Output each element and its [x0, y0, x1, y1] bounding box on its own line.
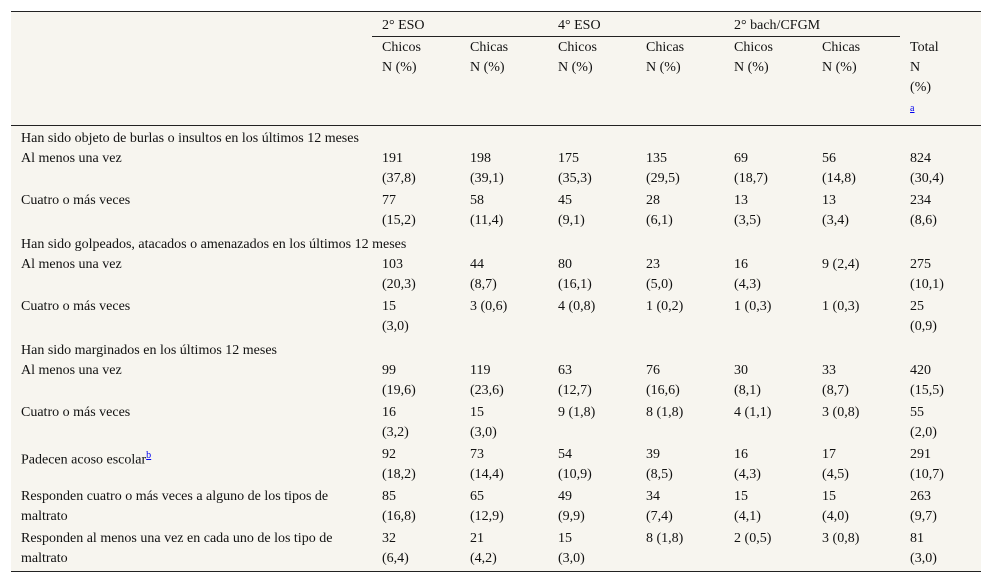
table-cell: 56 (14,8): [822, 151, 856, 187]
table-cell: 39 (8,5): [646, 447, 673, 483]
section-header-row: [11, 339, 981, 361]
table-cell: 54 (10,9): [558, 447, 592, 483]
table-cell: 9 (2,4): [822, 257, 860, 273]
group-header-row: [11, 12, 981, 37]
row-label: Responden cuatro o más veces a alguno de los tipos de maltrato: [21, 489, 329, 525]
footnote-link-a[interactable]: a: [910, 102, 915, 114]
row-label: Cuatro o más veces: [21, 299, 131, 315]
table-cell: 291 (10,7): [910, 447, 944, 483]
row-label: Padecen acoso escolar$^b$: [21, 450, 152, 468]
table-cell: 15 (3,0): [558, 531, 585, 567]
table-row: [11, 403, 981, 445]
table-cell: 3 (0,8): [822, 405, 860, 421]
table-cell: 198 (39,1): [470, 151, 504, 187]
table-row: [11, 529, 981, 572]
table-cell: 15 (3,0): [470, 405, 497, 441]
table-row: [11, 361, 981, 403]
column-header: Chicas N (%): [822, 40, 861, 75]
table-cell: 55 (2,0): [910, 405, 937, 441]
table-cell: 4 (1,1): [734, 405, 772, 421]
column-header: Chicos N (%): [382, 40, 421, 75]
table-cell: 73 (14,4): [470, 447, 504, 483]
table-cell: 76 (16,6): [646, 363, 680, 399]
section-header-row: [11, 233, 981, 255]
corner-cell: [11, 12, 372, 37]
table-cell: 9 (1,8): [558, 405, 596, 421]
table-cell: 1 (0,3): [822, 299, 860, 315]
table-cell: 81 (3,0): [910, 531, 937, 567]
group-header-2eso: 2° ESO: [372, 12, 548, 37]
section-title: Han sido objeto de burlas o insultos en los últimos 12 meses: [21, 131, 359, 147]
table-cell: 175 (35,3): [558, 151, 592, 187]
section-header-row: [11, 126, 981, 150]
table-cell: 13 (3,4): [822, 193, 849, 229]
column-header: Chicos N (%): [558, 40, 597, 75]
table-cell: 32 (6,4): [382, 531, 409, 567]
table-cell: 191 (37,8): [382, 151, 416, 187]
table-cell: 63 (12,7): [558, 363, 592, 399]
group-header-total-blank: [900, 12, 981, 37]
group-header-4eso: 4° ESO: [548, 12, 724, 37]
table-cell: 92 (18,2): [382, 447, 416, 483]
corner-cell-2: [11, 37, 372, 126]
table-cell: 3 (0,8): [822, 531, 860, 547]
data-table: [11, 11, 981, 572]
table-cell: 15 (3,0): [382, 299, 409, 335]
table-cell: 21 (4,2): [470, 531, 497, 567]
table-cell: 16 (4,3): [734, 257, 761, 293]
table-cell: 16 (4,3): [734, 447, 761, 483]
table-cell: 263 (9,7): [910, 489, 937, 525]
table-cell: 2 (0,5): [734, 531, 772, 547]
table-row: [11, 149, 981, 191]
table-cell: 135 (29,5): [646, 151, 680, 187]
column-header: Chicos N (%): [734, 40, 773, 75]
footnote-link-b[interactable]: b: [146, 450, 152, 462]
row-label: Al menos una vez: [21, 151, 122, 167]
table-cell: 1 (0,2): [646, 299, 684, 315]
table-cell: 4 (0,8): [558, 299, 596, 315]
table-cell: 49 (9,9): [558, 489, 585, 525]
table-cell: 30 (8,1): [734, 363, 761, 399]
table-cell: 15 (4,0): [822, 489, 849, 525]
table-cell: 65 (12,9): [470, 489, 504, 525]
table-cell: 34 (7,4): [646, 489, 673, 525]
table-cell: 275 (10,1): [910, 257, 944, 293]
table-cell: 85 (16,8): [382, 489, 416, 525]
table-row: [11, 487, 981, 529]
table-body: [11, 126, 981, 572]
table-cell: 80 (16,1): [558, 257, 592, 293]
column-header-total: Total N (%) $^a$: [910, 39, 939, 114]
section-title: Han sido marginados en los últimos 12 meses: [21, 343, 277, 359]
column-header: Chicas N (%): [646, 40, 685, 75]
table-cell: 58 (11,4): [470, 193, 504, 229]
row-label: Al menos una vez: [21, 363, 122, 379]
table-row: [11, 445, 981, 487]
table-cell: 45 (9,1): [558, 193, 585, 229]
table-cell: 234 (8,6): [910, 193, 937, 229]
column-header-row: [11, 37, 981, 126]
row-label: Cuatro o más veces: [21, 193, 131, 209]
table-cell: 15 (4,1): [734, 489, 761, 525]
table-cell: 13 (3,5): [734, 193, 761, 229]
table-cell: 28 (6,1): [646, 193, 673, 229]
row-label: Responden al menos una vez en cada uno de los tipo de maltrato: [21, 531, 333, 567]
table-container: [11, 11, 981, 572]
row-label: Al menos una vez: [21, 257, 122, 273]
table-row: [11, 255, 981, 297]
section-title: Han sido golpeados, atacados o amenazados en los últimos 12 meses: [21, 237, 407, 253]
table-cell: 103 (20,3): [382, 257, 416, 293]
table-cell: 420 (15,5): [910, 363, 944, 399]
table-cell: 3 (0,6): [470, 299, 508, 315]
table-cell: 69 (18,7): [734, 151, 768, 187]
group-header-2bach: 2° bach/CFGM: [724, 12, 900, 37]
column-header: Chicas N (%): [470, 40, 509, 75]
table-cell: 77 (15,2): [382, 193, 416, 229]
table-cell: 99 (19,6): [382, 363, 416, 399]
table-cell: 16 (3,2): [382, 405, 409, 441]
table-cell: 17 (4,5): [822, 447, 849, 483]
table-cell: 8 (1,8): [646, 405, 684, 421]
table-cell: 119 (23,6): [470, 363, 504, 399]
table-cell: 824 (30,4): [910, 151, 944, 187]
table-row: [11, 191, 981, 233]
row-label: Cuatro o más veces: [21, 405, 131, 421]
table-cell: 25 (0,9): [910, 299, 937, 335]
table-cell: 23 (5,0): [646, 257, 673, 293]
table-cell: 44 (8,7): [470, 257, 497, 293]
table-cell: 33 (8,7): [822, 363, 849, 399]
table-row: [11, 297, 981, 339]
table-cell: 8 (1,8): [646, 531, 684, 547]
table-cell: 1 (0,3): [734, 299, 772, 315]
